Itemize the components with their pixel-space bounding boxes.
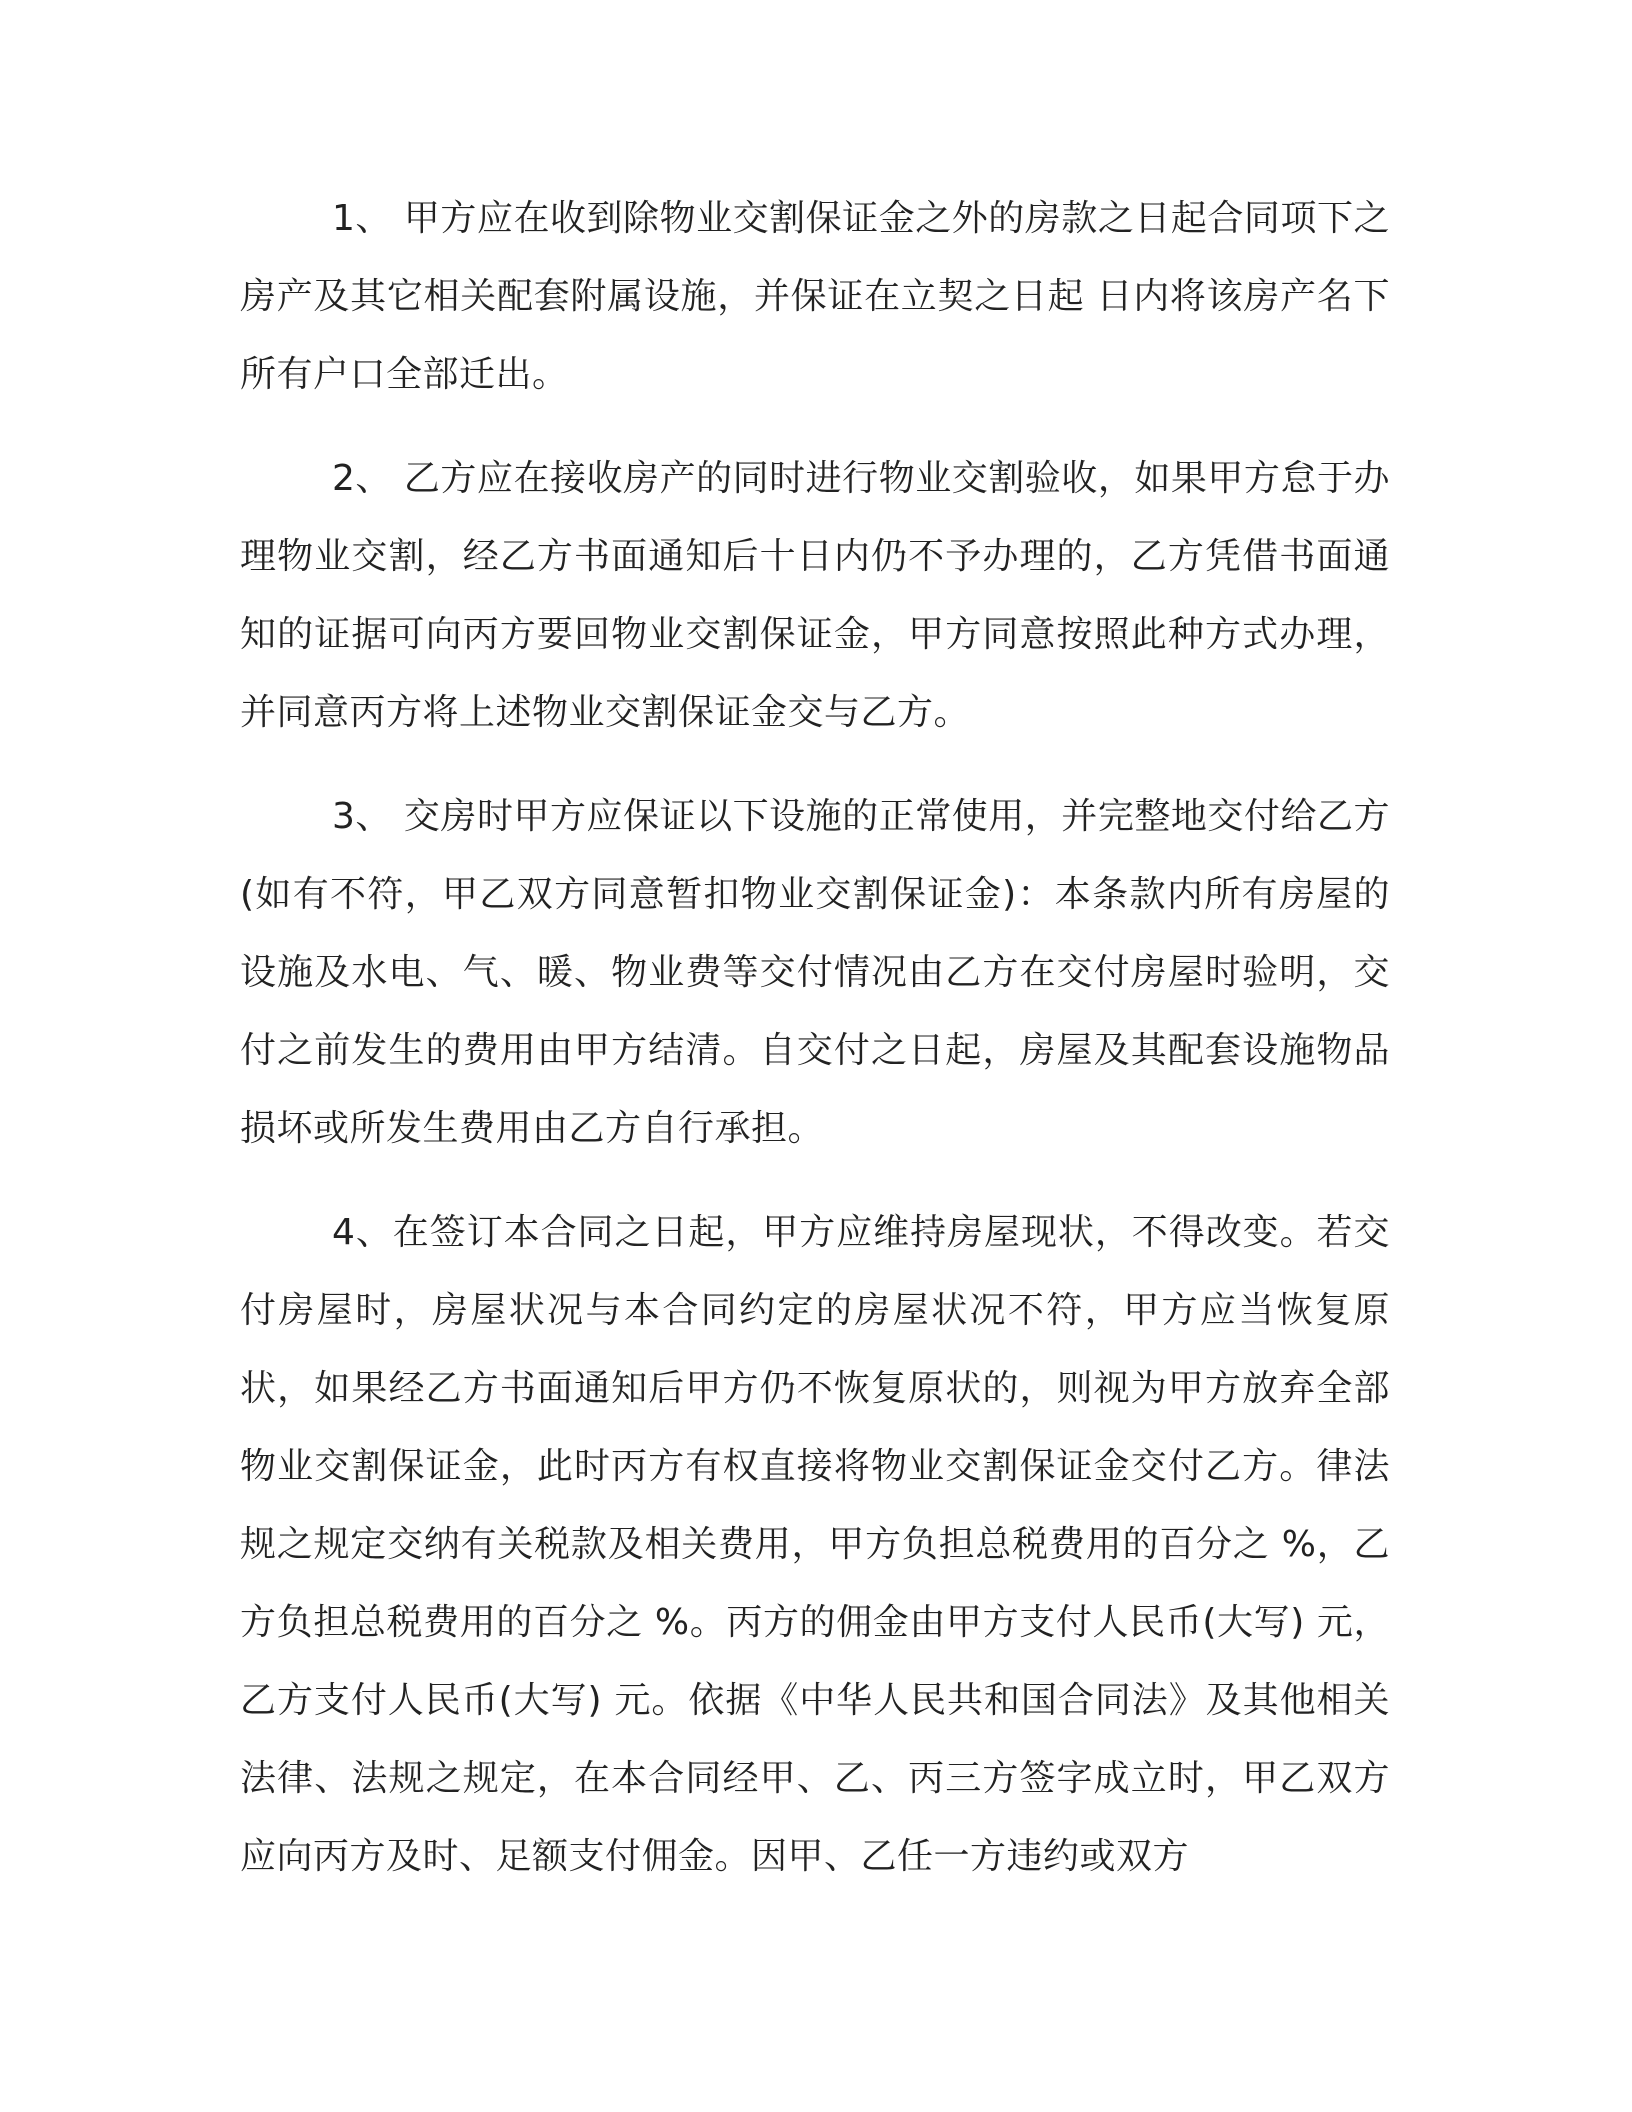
clause-1-paragraph: 1、 甲方应在收到除物业交割保证金之外的房款之日起合同项下之房产及其它相关配套附属设施，并保证在立契之日起 日内将该房产名下所有户口全部迁出。 [240,198,1390,395]
clause-4-paragraph: 4、在签订本合同之日起，甲方应维持房屋现状，不得改变。若交付房屋时，房屋状况与本合同约定的房屋状况不符，甲方应当恢复原状，如果经乙方书面通知后甲方仍不恢复原状的，则视为甲方放弃全部物业交割保证金，此时丙方有权直接将物业交割保证金交付乙方。律法规之规定交纳有关税款及相关费用，甲方负担总税费用的百分之 %，乙方负担总税费用的百分之 %。丙方的佣金由甲方支付人民币(大写) 元，乙方支付人民币(大写) 元。依据《中华人民共和国合同法》及其他相关法律、法规之规定，在本合同经甲、乙、丙三方签字成立时，甲乙双方应向丙方及时、足额支付佣金。因甲、乙任一方违约或双方 [240,1212,1390,1877]
clause-3-paragraph: 3、 交房时甲方应保证以下设施的正常使用，并完整地交付给乙方(如有不符，甲乙双方同意暂扣物业交割保证金)：本条款内所有房屋的设施及水电、气、暖、物业费等交付情况由乙方在交付房屋时验明，交付之前发生的费用由甲方结清。自交付之日起，房屋及其配套设施物品损坏或所发生费用由乙方自行承担。 [240,796,1390,1149]
clause-2-paragraph: 2、 乙方应在接收房产的同时进行物业交割验收，如果甲方怠于办理物业交割，经乙方书面通知后十日内仍不予办理的，乙方凭借书面通知的证据可向丙方要回物业交割保证金，甲方同意按照此种方式办理，并同意丙方将上述物业交割保证金交与乙方。 [240,458,1390,733]
document-body [240,180,1390,1896]
